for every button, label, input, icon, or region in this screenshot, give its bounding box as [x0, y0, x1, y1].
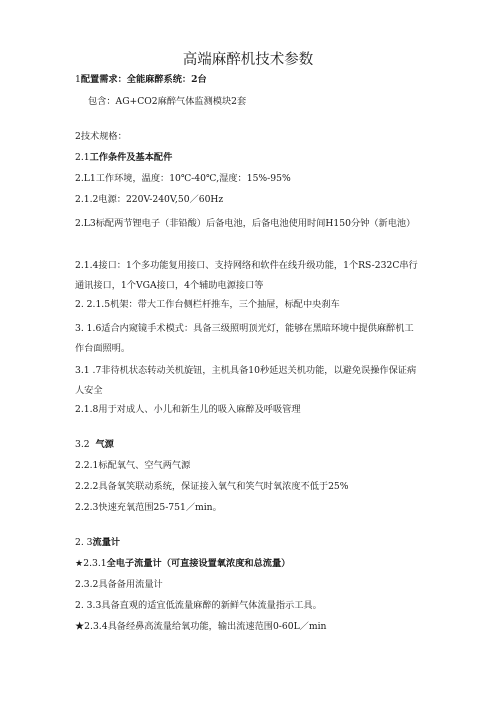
line-prefix: ★2.3.1: [75, 558, 107, 569]
spec-line-2-1-1: 2.L1工作环境，温度：10℃-40℃,湿度：15%-95%: [75, 173, 291, 184]
section-3-2-heading: [75, 438, 420, 451]
line-bold-text: 配置需求：全能麻醉系统：2台: [80, 74, 207, 85]
line-prefix: 3.2: [75, 439, 90, 450]
line-prefix: 2.1: [75, 152, 90, 163]
spec-line-2-1-5: 2. 2.1.5机架：带大工作台侧栏杆推车，三个抽屉，标配中央刹车: [75, 299, 340, 310]
line-bold-text: 全电子流量计（可直接设置氧浓度和总流量）: [106, 558, 291, 569]
section-2-3-heading: [75, 536, 420, 549]
spec-line-2-3-3: 2. 3.3具备直观的适宜低流量麻醉的新鲜气体流量指示工具。: [75, 600, 322, 611]
spec-line-2-1-3: 2.L3标配两节锂电子（非铅酸）后备电池，后备电池使用时间H150分钟（新电池）: [75, 218, 416, 229]
spec-line-2-2-2: 2.2.2具备氧笑联动系统，保证接入氧气和笑气时氧浓度不低于25%: [75, 481, 349, 492]
spec-line-2-3-1: [75, 557, 420, 570]
spec-line-2-1-7: 3.1 .7非待机状态转动关机旋钮，主机具备10秒延迟关机功能，以避免误操作保证病人安全: [75, 365, 417, 396]
spec-line-2-1-8: 2.1.8用于对成人、小儿和新生儿的吸入麻醉及呼吸管理: [75, 404, 301, 415]
spec-line-2-1-4: 2.1.4接口：1个多功能复用接口、支持网络和软件在线升级功能，1个RS-232C串行通讯接口，1个VGA接口，4个辅助电源接口等: [75, 260, 418, 291]
spec-line-2-1-2: 2.1.2电源：220V-240V,50／60Hz: [75, 194, 224, 205]
line-bold-text: 工作条件及基本配件: [89, 152, 173, 163]
spec-line-2-2-3: 2.2.3快速充氧范围25-751／min。: [75, 502, 222, 513]
spec-line-2-3-2: 2.3.2具备备用流量计: [75, 579, 163, 590]
spec-line-2-3-4: ★2.3.4具备经鼻高流量给氧功能，输出流速范围0-60L／min: [75, 621, 327, 632]
config-requirement-line: [75, 73, 420, 86]
line-prefix: 2. 3: [75, 537, 93, 548]
line-prefix: 1: [75, 74, 81, 85]
section-2-1-heading: [75, 151, 420, 164]
line-bold-text: 流量计: [92, 537, 121, 548]
spec-line-2-2-1: 2.2.1标配氧气、空气两气源: [75, 460, 191, 471]
document-title: 高端麻醉机技术参数: [182, 52, 314, 68]
included-modules-line: 包含：AG+CO2麻醉气体监测模块2套: [88, 96, 247, 107]
spec-line-2-1-6: 3. 1.6适合内窥镜手术模式：具备三级照明顶光灯，能够在黑暗环境中提供麻醉机工作台面照明。: [75, 323, 414, 354]
line-bold-text: 气源: [95, 439, 114, 450]
tech-spec-heading: 2技术规格：: [75, 131, 127, 142]
